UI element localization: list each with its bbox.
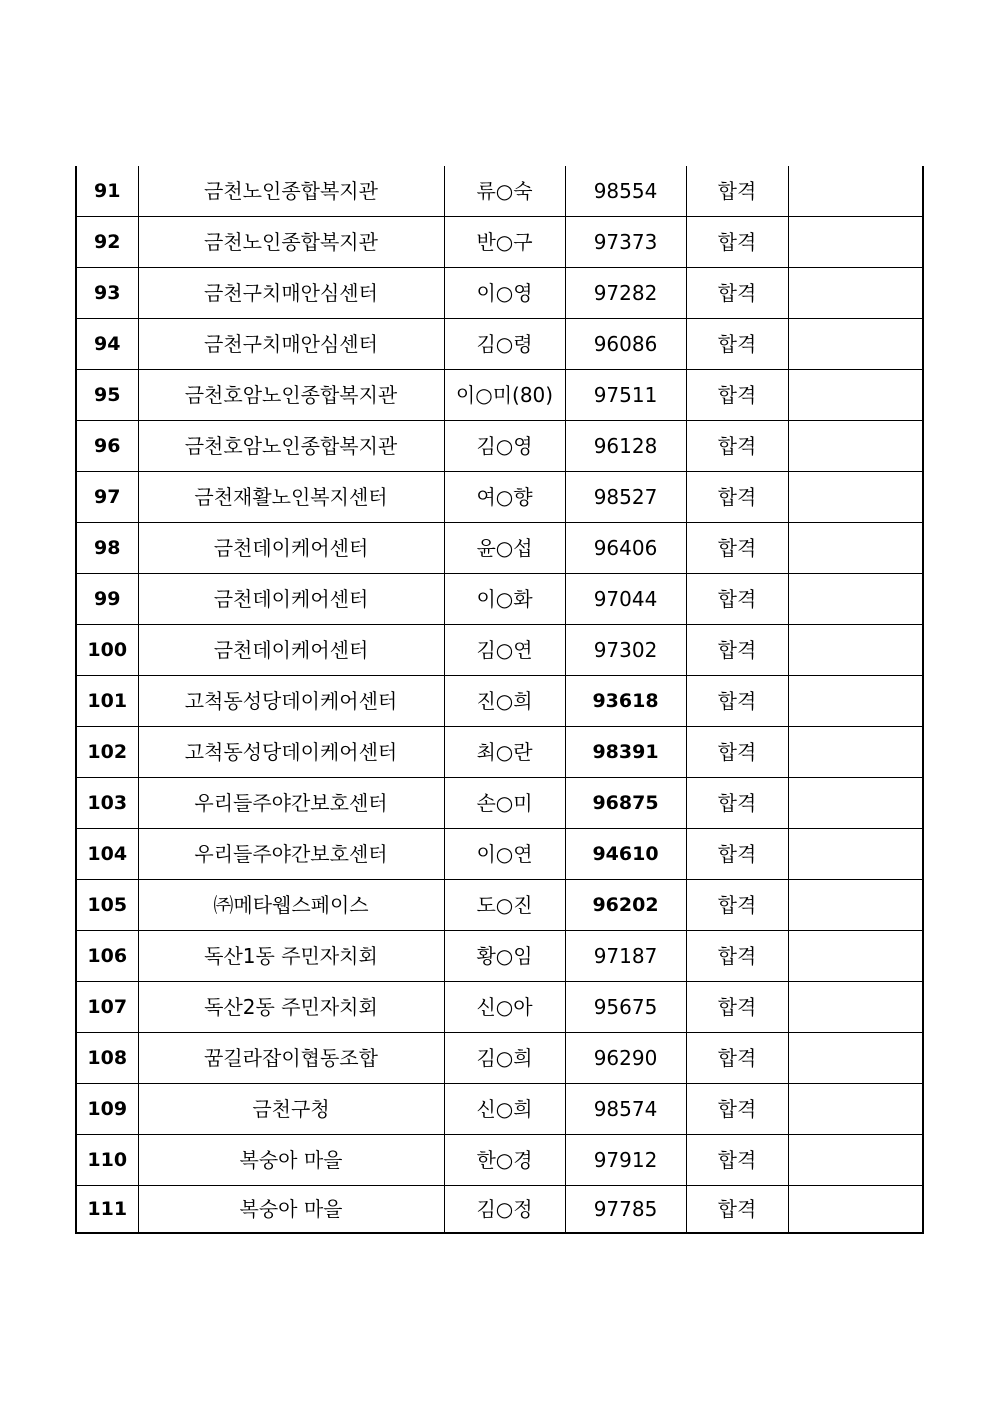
name-cell: 김○령: [444, 319, 565, 370]
result-cell: 합격: [686, 931, 788, 982]
row-number: 99: [76, 574, 138, 625]
result-cell: 합격: [686, 268, 788, 319]
organization-cell: 고척동성당데이케어센터: [138, 676, 444, 727]
result-cell: 합격: [686, 472, 788, 523]
name-cell: 이○화: [444, 574, 565, 625]
score-cell: 96086: [565, 319, 686, 370]
result-cell: 합격: [686, 166, 788, 217]
name-cell: 도○진: [444, 880, 565, 931]
organization-cell: 꿈길라잡이협동조합: [138, 1033, 444, 1084]
row-number: 105: [76, 880, 138, 931]
table-body: [76, 166, 923, 1233]
remark-cell: [788, 421, 923, 472]
result-cell: 합격: [686, 676, 788, 727]
score-cell: 97282: [565, 268, 686, 319]
score-cell: 98554: [565, 166, 686, 217]
table-row: [76, 982, 923, 1033]
table-row: [76, 625, 923, 676]
row-number: 101: [76, 676, 138, 727]
remark-cell: [788, 1033, 923, 1084]
remark-cell: [788, 370, 923, 421]
remark-cell: [788, 880, 923, 931]
result-cell: 합격: [686, 421, 788, 472]
table-row: [76, 268, 923, 319]
result-cell: 합격: [686, 1084, 788, 1135]
remark-cell: [788, 319, 923, 370]
organization-cell: 복숭아 마을: [138, 1186, 444, 1234]
organization-cell: 금천구청: [138, 1084, 444, 1135]
name-cell: 황○임: [444, 931, 565, 982]
remark-cell: [788, 523, 923, 574]
score-cell: 98391: [565, 727, 686, 778]
result-cell: 합격: [686, 778, 788, 829]
score-cell: 96128: [565, 421, 686, 472]
organization-cell: 고척동성당데이케어센터: [138, 727, 444, 778]
name-cell: 여○향: [444, 472, 565, 523]
score-cell: 97511: [565, 370, 686, 421]
table-row: [76, 676, 923, 727]
result-cell: 합격: [686, 880, 788, 931]
result-cell: 합격: [686, 1135, 788, 1186]
result-cell: 합격: [686, 829, 788, 880]
row-number: 92: [76, 217, 138, 268]
organization-cell: 금천노인종합복지관: [138, 217, 444, 268]
score-cell: 97302: [565, 625, 686, 676]
row-number: 93: [76, 268, 138, 319]
organization-cell: 우리들주야간보호센터: [138, 778, 444, 829]
name-cell: 김○정: [444, 1186, 565, 1234]
row-number: 97: [76, 472, 138, 523]
row-number: 94: [76, 319, 138, 370]
remark-cell: [788, 829, 923, 880]
score-cell: 94610: [565, 829, 686, 880]
name-cell: 김○연: [444, 625, 565, 676]
name-cell: 김○영: [444, 421, 565, 472]
result-cell: 합격: [686, 727, 788, 778]
organization-cell: 금천재활노인복지센터: [138, 472, 444, 523]
table-row: [76, 829, 923, 880]
name-cell: 이○연: [444, 829, 565, 880]
row-number: 110: [76, 1135, 138, 1186]
row-number: 111: [76, 1186, 138, 1234]
organization-cell: 금천구치매안심센터: [138, 319, 444, 370]
organization-cell: ㈜메타웹스페이스: [138, 880, 444, 931]
row-number: 106: [76, 931, 138, 982]
remark-cell: [788, 676, 923, 727]
table-row: [76, 727, 923, 778]
table-row: [76, 574, 923, 625]
row-number: 108: [76, 1033, 138, 1084]
result-cell: 합격: [686, 370, 788, 421]
name-cell: 신○희: [444, 1084, 565, 1135]
score-cell: 98574: [565, 1084, 686, 1135]
row-number: 96: [76, 421, 138, 472]
score-cell: 96290: [565, 1033, 686, 1084]
score-cell: 98527: [565, 472, 686, 523]
name-cell: 진○희: [444, 676, 565, 727]
organization-cell: 금천데이케어센터: [138, 625, 444, 676]
table-row: [76, 1033, 923, 1084]
score-cell: 97044: [565, 574, 686, 625]
remark-cell: [788, 166, 923, 217]
name-cell: 반○구: [444, 217, 565, 268]
name-cell: 최○란: [444, 727, 565, 778]
score-cell: 97785: [565, 1186, 686, 1234]
table-row: [76, 1084, 923, 1135]
remark-cell: [788, 1084, 923, 1135]
row-number: 100: [76, 625, 138, 676]
table-row: [76, 217, 923, 268]
name-cell: 신○아: [444, 982, 565, 1033]
result-cell: 합격: [686, 625, 788, 676]
organization-cell: 독산1동 주민자치회: [138, 931, 444, 982]
results-table: [75, 166, 924, 1234]
score-cell: 93618: [565, 676, 686, 727]
result-cell: 합격: [686, 523, 788, 574]
table-row: [76, 319, 923, 370]
result-cell: 합격: [686, 1033, 788, 1084]
organization-cell: 금천호암노인종합복지관: [138, 370, 444, 421]
remark-cell: [788, 268, 923, 319]
score-cell: 97373: [565, 217, 686, 268]
organization-cell: 금천데이케어센터: [138, 574, 444, 625]
table-row: [76, 778, 923, 829]
row-number: 107: [76, 982, 138, 1033]
row-number: 102: [76, 727, 138, 778]
result-cell: 합격: [686, 217, 788, 268]
table-row: [76, 1135, 923, 1186]
score-cell: 96202: [565, 880, 686, 931]
table-row: [76, 472, 923, 523]
table-row: [76, 931, 923, 982]
result-cell: 합격: [686, 574, 788, 625]
table-row: [76, 523, 923, 574]
name-cell: 윤○섭: [444, 523, 565, 574]
name-cell: 이○미(80): [444, 370, 565, 421]
name-cell: 한○경: [444, 1135, 565, 1186]
name-cell: 김○희: [444, 1033, 565, 1084]
remark-cell: [788, 778, 923, 829]
score-cell: 97912: [565, 1135, 686, 1186]
remark-cell: [788, 982, 923, 1033]
remark-cell: [788, 217, 923, 268]
score-cell: 97187: [565, 931, 686, 982]
organization-cell: 금천호암노인종합복지관: [138, 421, 444, 472]
row-number: 91: [76, 166, 138, 217]
row-number: 109: [76, 1084, 138, 1135]
table-row: [76, 421, 923, 472]
name-cell: 이○영: [444, 268, 565, 319]
score-cell: 96406: [565, 523, 686, 574]
table-row: [76, 1186, 923, 1234]
remark-cell: [788, 625, 923, 676]
organization-cell: 금천노인종합복지관: [138, 166, 444, 217]
row-number: 95: [76, 370, 138, 421]
result-cell: 합격: [686, 982, 788, 1033]
result-cell: 합격: [686, 1186, 788, 1234]
result-cell: 합격: [686, 319, 788, 370]
remark-cell: [788, 931, 923, 982]
organization-cell: 금천데이케어센터: [138, 523, 444, 574]
organization-cell: 복숭아 마을: [138, 1135, 444, 1186]
name-cell: 손○미: [444, 778, 565, 829]
remark-cell: [788, 1186, 923, 1234]
organization-cell: 우리들주야간보호센터: [138, 829, 444, 880]
score-cell: 95675: [565, 982, 686, 1033]
name-cell: 류○숙: [444, 166, 565, 217]
organization-cell: 독산2동 주민자치회: [138, 982, 444, 1033]
table-row: [76, 370, 923, 421]
row-number: 103: [76, 778, 138, 829]
organization-cell: 금천구치매안심센터: [138, 268, 444, 319]
score-cell: 96875: [565, 778, 686, 829]
remark-cell: [788, 1135, 923, 1186]
table-row: [76, 166, 923, 217]
table-row: [76, 880, 923, 931]
remark-cell: [788, 574, 923, 625]
remark-cell: [788, 727, 923, 778]
remark-cell: [788, 472, 923, 523]
row-number: 104: [76, 829, 138, 880]
row-number: 98: [76, 523, 138, 574]
